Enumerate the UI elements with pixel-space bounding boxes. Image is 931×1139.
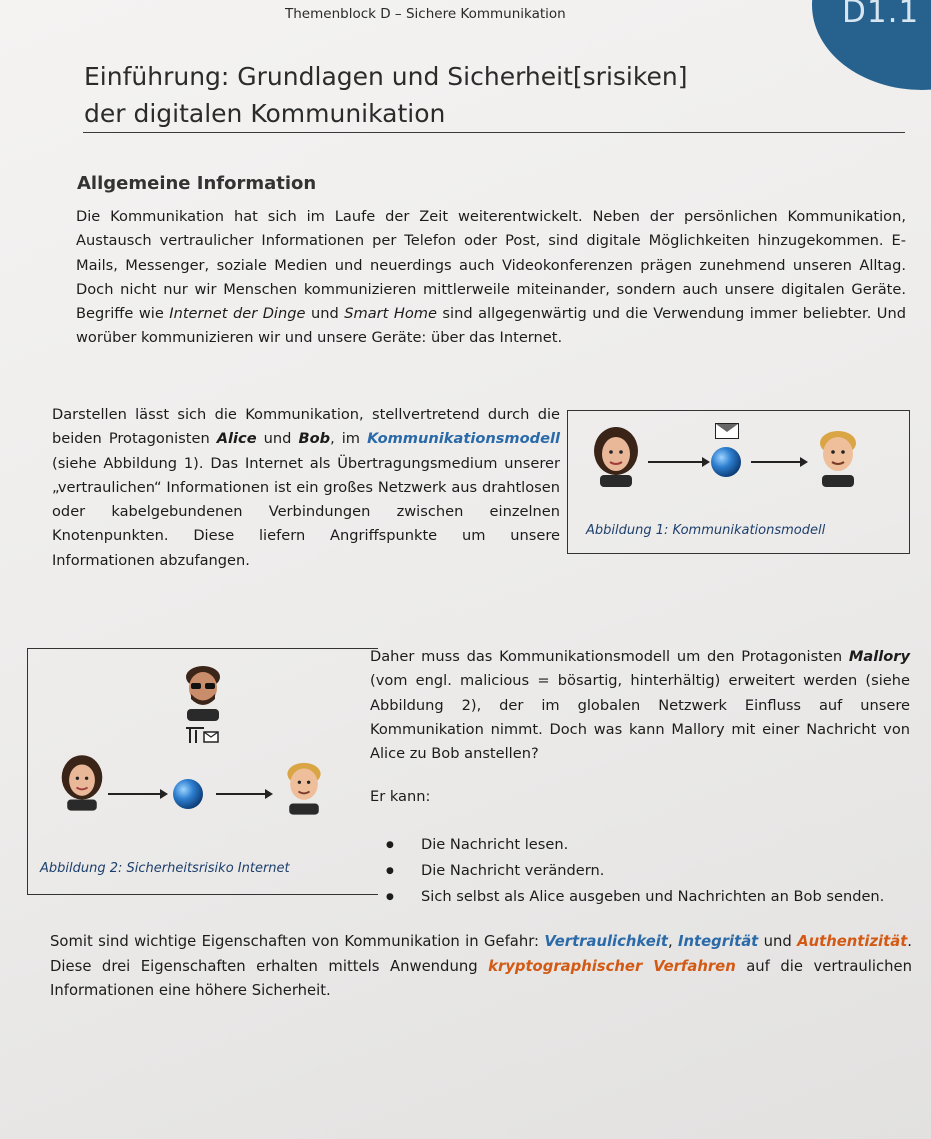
internet-globe-icon [711,447,741,477]
mallory-avatar [178,661,228,721]
title-line-2: der digitalen Kommunikation [84,99,446,128]
intercept-icon [182,725,222,745]
term-vertraulichkeit: Vertraulichkeit [544,933,668,950]
bob-avatar [812,425,864,487]
arrow-alice-to-internet [108,793,166,795]
envelope-icon [715,423,739,439]
arrow-alice-to-internet [648,461,708,463]
figure-1 [567,410,910,554]
list-item: ● Sich selbst als Alice ausgeben und Nachrichten an Bob senden. [384,884,884,910]
term-kryptographie: kryptographischer Verfahren [488,957,736,975]
alice-avatar [58,753,106,811]
mallory-paragraph: Daher muss das Kommunikationsmodell um den Protagonisten Mallory (vom engl. malicious = bösartig, hinterhältig) erweitert werden (siehe Abbildung 2), der im globalen Netzwerk Einfluss auf unsere Kommunikation nimmt. Doch was kann Mallory mit einer Nachricht von Alice zu Bob anstellen? [370,648,910,763]
internet-globe-icon [173,779,203,809]
term-authentizitaet: Authentizität [797,933,908,950]
figure-1-caption: Abbildung 1: Kommunikationsmodell [586,523,826,538]
alice-avatar [590,425,642,487]
capability-list [384,832,884,910]
term-model: Kommunikationsmodell [367,430,561,448]
model-paragraph: Darstellen lässt sich die Kommunikation, stellvertretend durch die beiden Protagonisten Alice und Bob, im Kommunikationsmodell (siehe Abbildung 1). Das Internet als Übertragungsmedium unserer „vertraulichen“ Informationen ist ein großes Netzwerk aus drahtlosen oder kabelgebundenen Verbindungen zwischen einzelnen Knotenpunkten. Diese liefern Angriffspunkte um unsere Informationen abzufangen. [52,406,561,569]
intro-paragraph: Die Kommunikation hat sich im Laufe der Zeit weiterentwickelt. Neben der persönlichen Kommunikation, Austausch vertraulicher Informationen per Telefon oder Post, sind digitale Möglichkeiten hinzugekommen. E-Mails, Messenger, soziale Medien und neuerdings auch Videokonferenzen prägen zunehmend unseren Alltag. Doch nicht nur wir Menschen kommunizieren mittlerweile miteinander, sondern auch unsere digitalen Geräte. Begriffe wie Internet der Dinge und Smart Home sind allgegenwärtig und die Verwendung immer beliebter. Und worüber kommunizieren wir und unsere Geräte: über das Internet. [76,208,907,347]
name-mallory: Mallory [848,648,910,665]
list-item: ● Die Nachricht verändern. [384,858,884,884]
section-heading: Allgemeine Information [77,173,317,194]
arrow-internet-to-bob [751,461,806,463]
section-number-badge: D1.1 [842,0,920,30]
term-integritaet: Integrität [678,933,759,950]
term-smart-home: Smart Home [344,305,437,323]
list-item: ● Die Nachricht lesen. [384,832,884,858]
name-alice: Alice [216,430,257,448]
conclusion-paragraph: Somit sind wichtige Eigenschaften von Kommunikation in Gefahr: Vertraulichkeit, Integrität und Authentizität. Diese drei Eigenschaften erhalten mittels Anwendung kryptographischer Verfahren auf die vertraulichen Informationen eine höhere Sicherheit. [50,933,912,999]
figure-2 [27,648,378,895]
title-divider [83,132,905,133]
title-line-1: Einführung: Grundlagen und Sicherheit[srisiken] [84,62,688,91]
figure-2-caption: Abbildung 2: Sicherheitsrisiko Internet [40,861,290,876]
term-iot: Internet der Dinge [169,305,306,323]
er-kann-label: Er kann: [370,788,431,805]
page-title [84,58,804,132]
arrow-internet-to-bob [216,793,271,795]
name-bob: Bob [298,430,331,448]
bob-avatar [280,757,328,815]
topic-header: Themenblock D – Sichere Kommunikation [285,6,566,22]
